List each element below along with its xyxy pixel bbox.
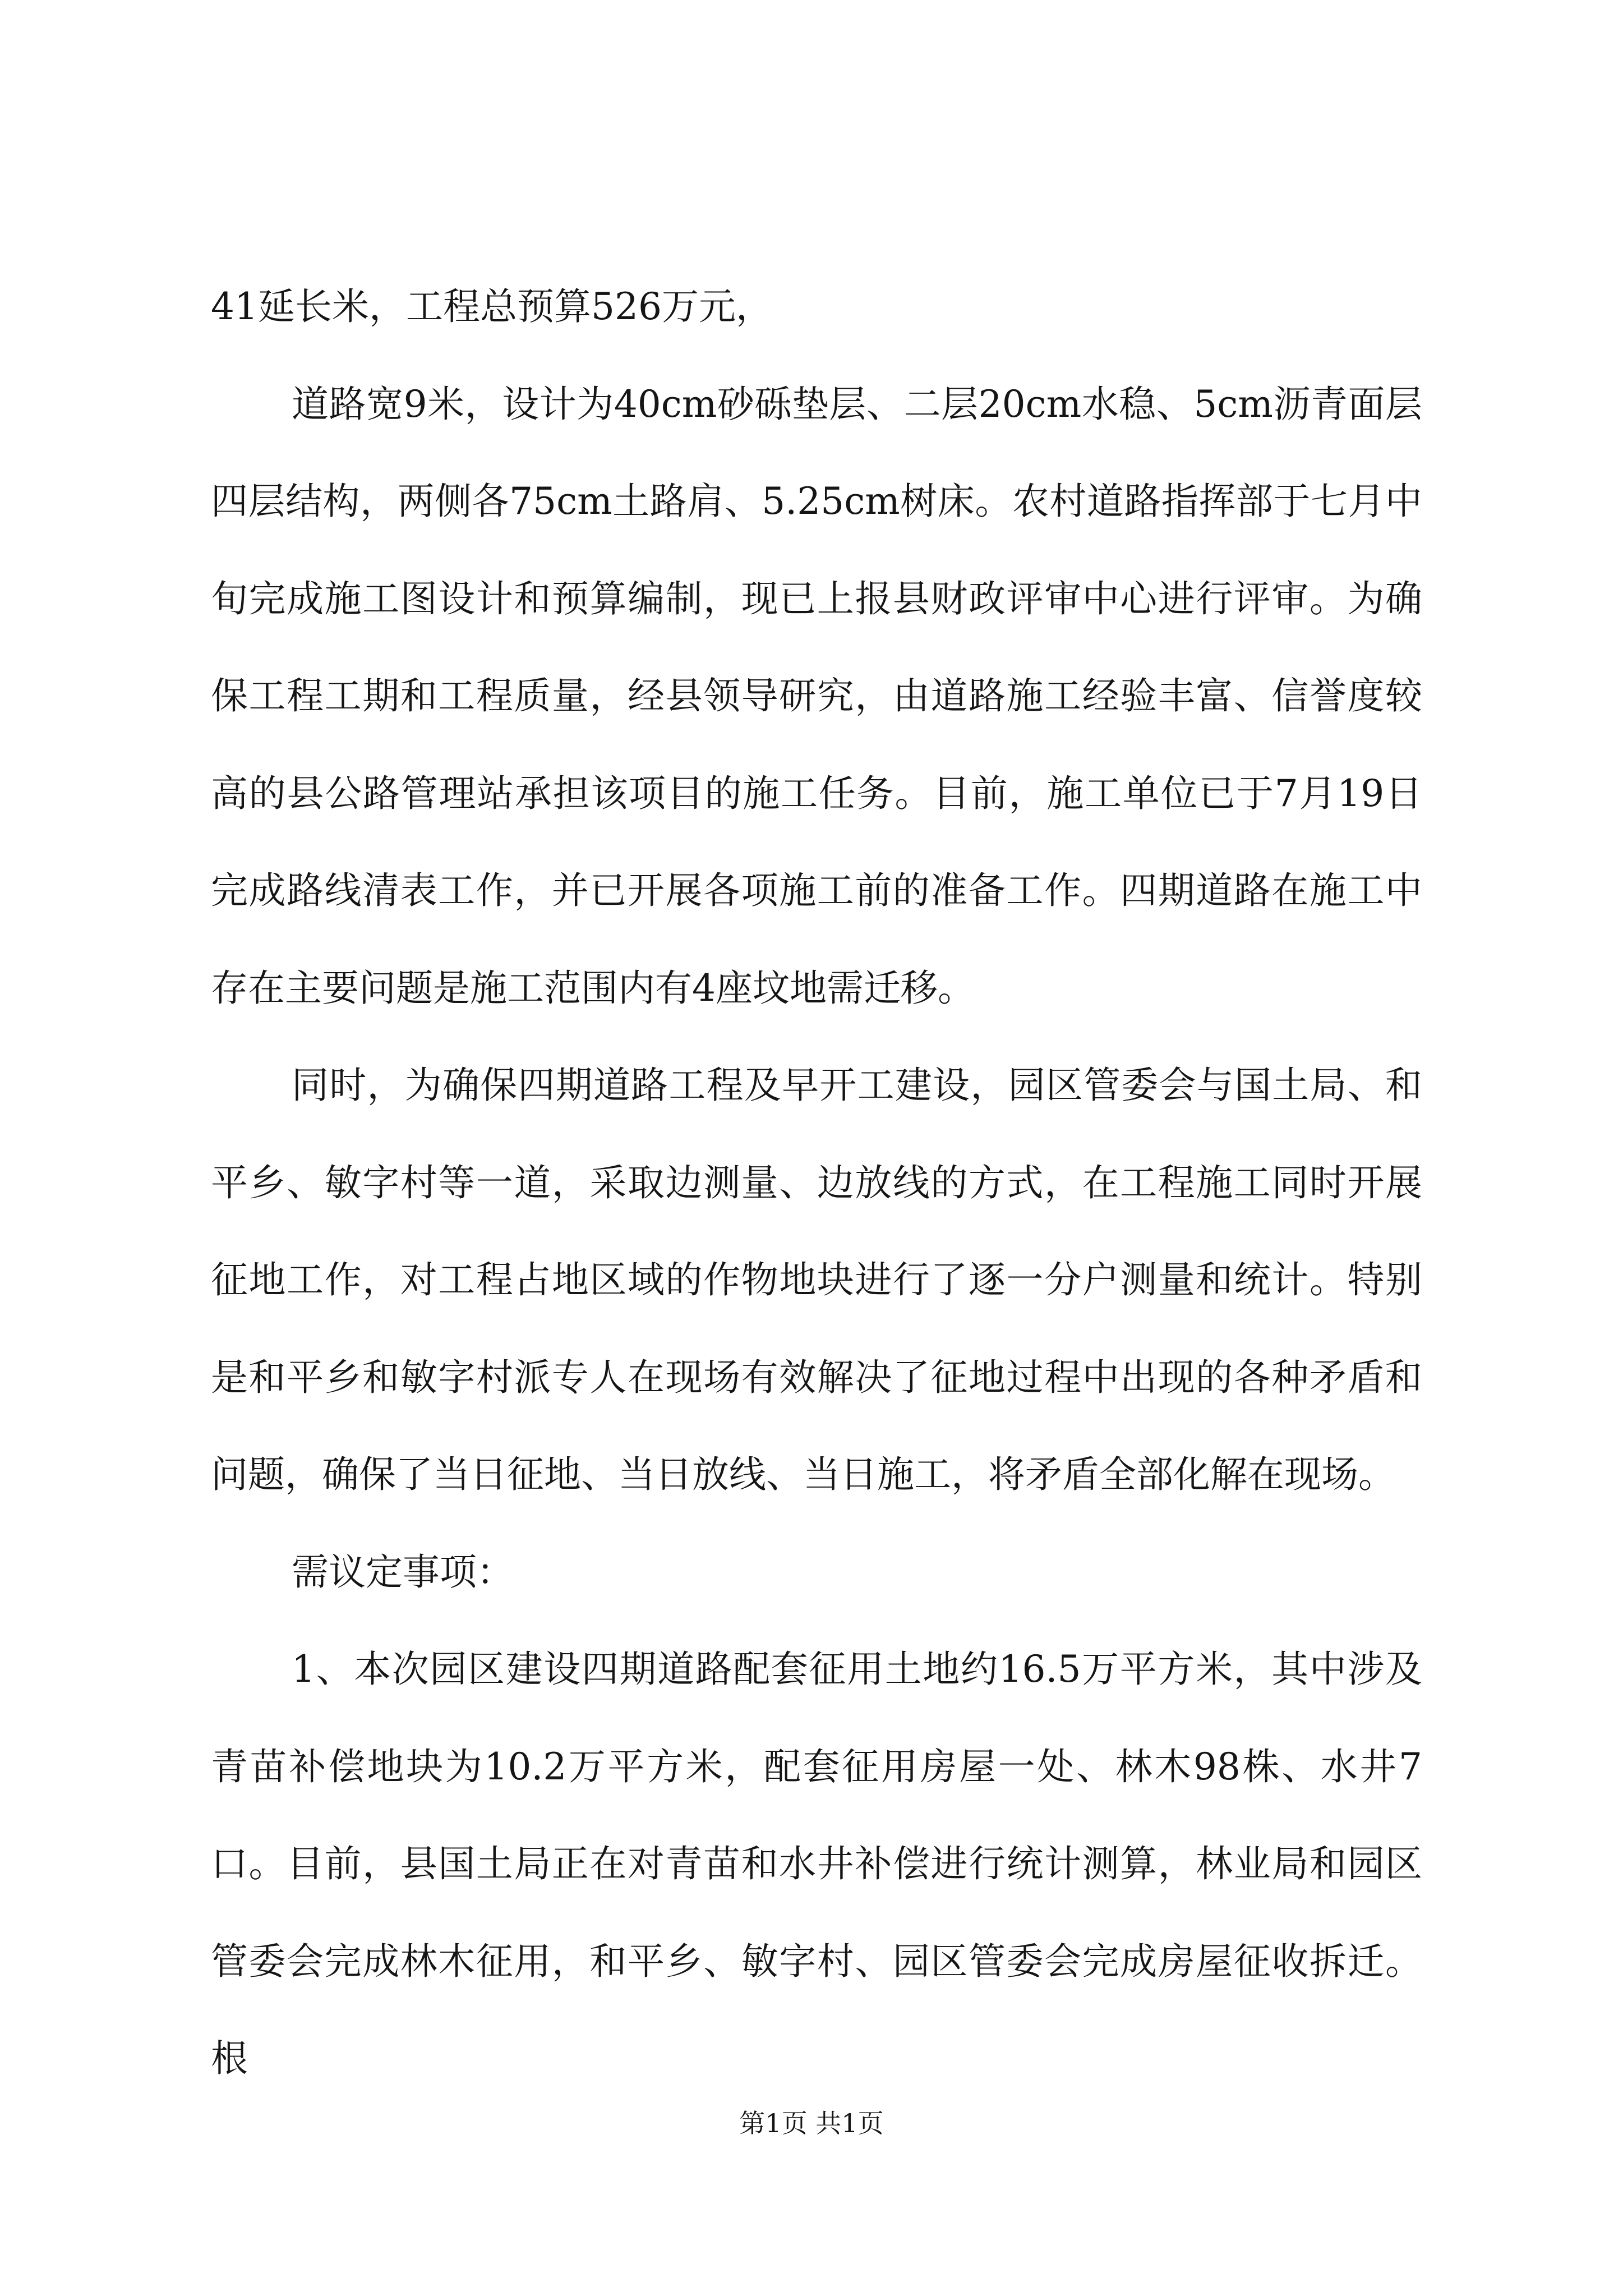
paragraph-4: 需议定事项： (292, 1550, 514, 1594)
paragraph-3: 同时，为确保四期道路工程及早开工建设，园区管委会与国土局、和平乡、敏字村等一道，采取边测量、边放线的方式，在工程施工同时开展征地工作，对工程占地区域的作物地块进行了逐一分户测量和统计。特别是和平乡和敏字村派专人在现场有效解决了征地过程中出现的各种矛盾和问题，确保了当日征地、当日放线、当日施工，将矛盾全部化解在现场。 (211, 1064, 1422, 1496)
paragraph-2: 道路宽9米，设计为40cm砂砾垫层、二层20cm水稳、5cm沥青面层四层结构，两侧各75cm土路肩、5.25cm树床。农村道路指挥部于七月中旬完成施工图设计和预算编制，现已上报县财政评审中心进行评审。为确保工程工期和工程质量，经县领导研究，由道路施工经验丰富、信誉度较高的县公路管理站承担该项目的施工任务。目前，施工单位已于7月19日完成路线清表工作，并已开展各项施工前的准备工作。四期道路在施工中存在主要问题是施工范围内有4座坟地需迁移。 (211, 382, 1422, 1010)
document-body (211, 258, 1422, 2108)
page-footer: 第1页 共1页 (739, 2108, 884, 2138)
paragraph-5: 1、本次园区建设四期道路配套征用土地约16.5万平方米，其中涉及青苗补偿地块为10.2万平方米，配套征用房屋一处、林木98株、水井7口。目前，县国土局正在对青苗和水井补偿进行统计测算，林业局和园区管委会完成林木征用，和平乡、敏字村、园区管委会完成房屋征收拆迁。根 (211, 1648, 1422, 2080)
paragraph-1: 41延长米，工程总预算526万元， (211, 285, 773, 328)
